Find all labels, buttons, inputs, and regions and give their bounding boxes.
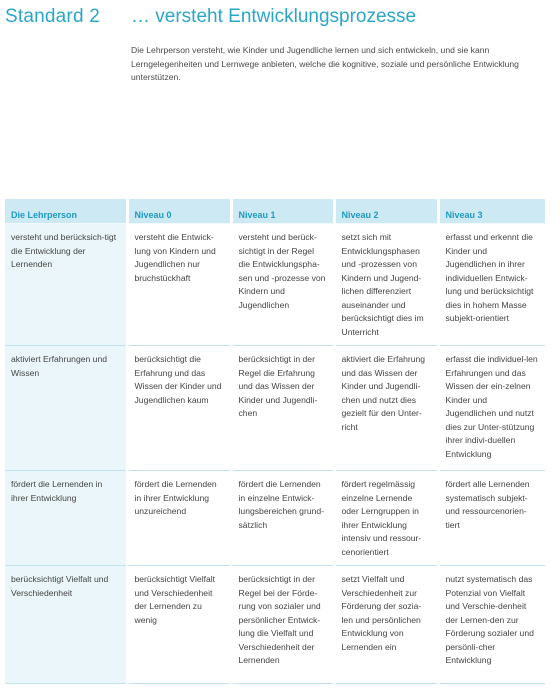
row-label-cell: berücksichtigt Vielfalt und Verschiedenheit	[5, 566, 127, 684]
column-header-niveau-0: Niveau 0	[127, 199, 231, 224]
row-label-cell: aktiviert Erfahrungen und Wissen	[5, 346, 127, 471]
row-label-cell: fördert die Lernenden in ihrer Entwicklung	[5, 471, 127, 566]
column-header-niveau-1: Niveau 1	[231, 199, 334, 224]
column-header-niveau-3: Niveau 3	[438, 199, 545, 224]
table-cell: berücksichtigt Vielfalt und Verschiedenheit der Lernenden zu wenig	[127, 566, 231, 684]
table-cell: versteht die Entwick-lung von Kindern und Jugendlichen nur bruchstückhaft	[127, 224, 231, 346]
table-row	[5, 566, 545, 684]
table-cell: berücksichtigt die Erfahrung und das Wissen der Kinder und Jugendlichen kaum	[127, 346, 231, 471]
row-label-cell: versteht und berücksich-tigt die Entwicklung der Lernenden	[5, 224, 127, 346]
table-cell: fördert alle Lernenden systematisch subjekt- und ressourcenorien-tiert	[438, 471, 545, 566]
page-title: … versteht Entwicklungsprozesse	[131, 6, 417, 27]
competence-table	[5, 199, 545, 684]
table-cell: erfasst die individuel-len Erfahrungen und das Wissen der ein-zelnen Kinder und Jugendlichen und nutzt dies zur Unter-stützung ihrer indivi-duellen Entwicklung	[438, 346, 545, 471]
table-cell: aktiviert die Erfahrung und das Wissen der Kinder und Jugendli-chen und nutzt dies gezielt für den Unter-richt	[334, 346, 438, 471]
table-cell: berücksichtigt in der Regel die Erfahrung und das Wissen der Kinder und Jugendli-chen	[231, 346, 334, 471]
column-header-niveau-2: Niveau 2	[334, 199, 438, 224]
standard-label: Standard 2	[5, 6, 100, 27]
table-cell: setzt Vielfalt und Verschiedenheit zur Förderung der sozia-len und persönlichen Entwicklung von Lernenden ein	[334, 566, 438, 684]
table-header-row	[5, 199, 545, 224]
table-cell: fördert die Lernenden in ihrer Entwicklung unzureichend	[127, 471, 231, 566]
intro-paragraph: Die Lehrperson versteht, wie Kinder und Jugendliche lernen und sich entwickeln, und sie kann Lerngelegenheiten und Lernwege anbieten, welche die kognitive, soziale und persönliche Entwicklung unterstützen.	[131, 45, 519, 82]
table-cell: versteht und berück-sichtigt in der Regel die Entwicklungspha-sen und -prozesse von Kindern und Jugendlichen	[231, 224, 334, 346]
table-row	[5, 224, 545, 346]
table-row	[5, 346, 545, 471]
table-cell: fördert regelmässig einzelne Lernende oder Lerngruppen in ihrer Entwicklung intensiv und ressour-cenorientiert	[334, 471, 438, 566]
table-cell: fördert die Lernenden in einzelne Entwick-lungsbereichen grund-sätzlich	[231, 471, 334, 566]
table-cell: erfasst und erkennt die Kinder und Jugendlichen in ihrer individuellen Entwick-lung und berücksichtigt dies in hohem Masse subjekt-orientiert	[438, 224, 545, 346]
table-cell: setzt sich mit Entwicklungsphasen und -prozessen von Kindern und Jugend-lichen differenziert auseinander und berücksichtigt dies im Unterricht	[334, 224, 438, 346]
table-cell: nutzt systematisch das Potenzial von Vielfalt und Verschie-denheit der Lernen-den zur Förderung sozialer und persönli-cher Entwicklung	[438, 566, 545, 684]
column-header-lehrperson: Die Lehrperson	[5, 199, 127, 224]
table-row	[5, 471, 545, 566]
table-cell: berücksichtigt in der Regel bei der Förde-rung von sozialer und persönlicher Entwick-lung die Vielfalt und Verschiedenheit der Lernenden	[231, 566, 334, 684]
